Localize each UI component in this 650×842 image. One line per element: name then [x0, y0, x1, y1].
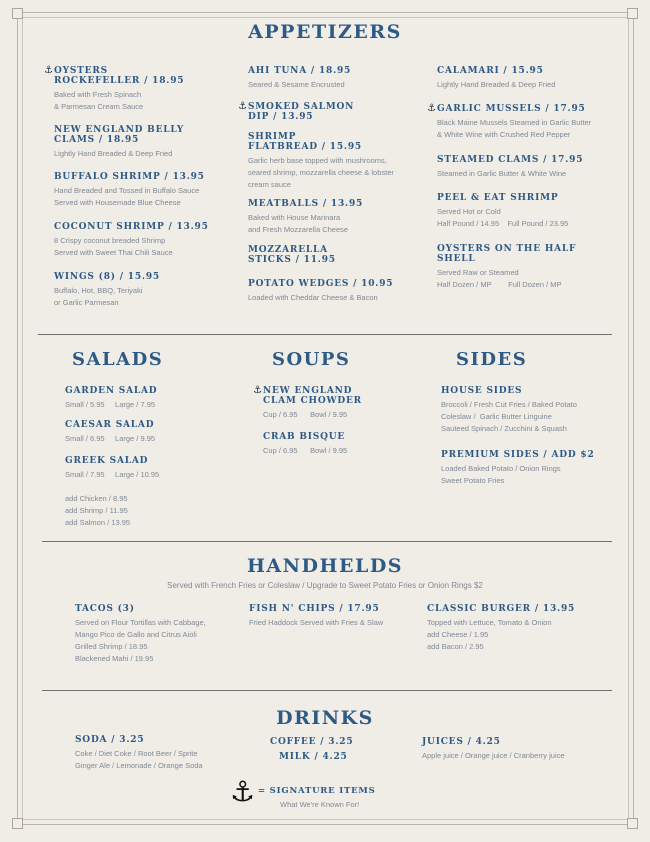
menu-item-calamari — [437, 66, 617, 91]
item-desc: Seared & Sesame Encrusted — [248, 80, 345, 89]
item-name: OYSTERS ON THE HALF SHELL — [437, 244, 577, 264]
corner-ornament — [12, 8, 23, 19]
item-desc: Small / 5.95 Large / 7.95 — [65, 400, 156, 409]
menu-item-peel-eat-shrimp — [437, 193, 617, 230]
appetizers-heading: APPETIZERS — [248, 21, 402, 43]
menu-item-mozzarella-sticks — [248, 245, 348, 265]
menu-item-classic-burger — [427, 604, 612, 653]
menu-item-garlic-mussels — [427, 103, 617, 141]
corner-ornament — [627, 818, 638, 829]
item-desc: Hand Breaded and Tossed in Buffalo Sauce — [54, 186, 200, 195]
menu-item-wings — [54, 272, 224, 309]
item-name: GARLIC MUSSELS / 17.95 — [437, 104, 586, 114]
item-desc: Black Maine Mussels Steamed in Garlic Butter — [437, 118, 592, 127]
item-desc: and Fresh Mozzarella Cheese — [248, 225, 349, 234]
menu-item-oysters-rockefeller — [44, 65, 194, 113]
item-name: CLASSIC BURGER / 13.95 — [427, 604, 576, 614]
corner-ornament — [627, 8, 638, 19]
item-desc: 8 Crispy coconut breaded Shrimp — [54, 236, 166, 245]
menu-item-crab-bisque — [263, 432, 393, 457]
item-name: MILK / 4.25 — [279, 752, 348, 762]
anchor-icon: ⚓ — [253, 385, 262, 396]
menu-item-tacos — [75, 604, 245, 665]
item-desc: Sauteed Spinach / Zucchini & Squash — [441, 424, 567, 433]
item-desc: Served Raw or Steamed — [437, 268, 519, 277]
menu-item-meatballs — [248, 199, 418, 236]
item-desc: Small / 7.95 Large / 10.95 — [65, 470, 160, 479]
corner-ornament — [12, 818, 23, 829]
item-name: FISH N' CHIPS / 17.95 — [249, 604, 380, 614]
item-name: PREMIUM SIDES / ADD $2 — [441, 450, 595, 460]
item-name: STEAMED CLAMS / 17.95 — [437, 155, 584, 165]
item-name: GARDEN SALAD — [65, 386, 158, 396]
item-desc: Served with Housemade Blue Cheese — [54, 198, 181, 207]
item-desc: Served on Flour Tortillas with Cabbage, — [75, 618, 206, 627]
item-desc: Half Pound / 14.95 Full Pound / 23.95 — [437, 219, 569, 228]
menu-item-juices — [422, 737, 602, 762]
menu-item-fish-chips — [249, 604, 419, 629]
item-desc: Half Dozen / MP Full Dozen / MP — [437, 280, 562, 289]
item-desc: Broccoli / Fresh Cut Fries / Baked Potato — [441, 400, 577, 409]
item-name: MOZZARELLA STICKS / 11.95 — [248, 245, 336, 265]
item-name: SODA / 3.25 — [75, 735, 145, 745]
menu-item-salmon-dip — [238, 101, 373, 122]
item-desc: Topped with Lettuce, Tomato & Onion — [427, 618, 552, 627]
item-name: POTATO WEDGES / 10.95 — [248, 279, 394, 289]
item-name: HOUSE SIDES — [441, 386, 523, 396]
salad-addons — [65, 493, 130, 529]
item-name: CAESAR SALAD — [65, 420, 155, 430]
item-desc: Cup / 6.95 Bowl / 9.95 — [263, 446, 348, 455]
item-desc: Ginger Ale / Lemonade / Orange Soda — [75, 761, 203, 770]
item-desc: Lightly Hand Breaded & Deep Fried — [54, 149, 173, 158]
item-name: WINGS (8) / 15.95 — [54, 272, 160, 282]
item-desc: add Cheese / 1.95 — [427, 630, 489, 639]
item-desc: Grilled Shrimp / 18.95 — [75, 642, 148, 651]
menu-item-soda — [75, 735, 235, 772]
signature-tagline: What We're Known For! — [280, 800, 360, 809]
salads-heading: SALADS — [72, 349, 164, 370]
item-desc: Fried Haddock Served with Fries & Slaw — [249, 618, 384, 627]
item-desc: Coleslaw / Garlic Butter Linguine — [441, 412, 552, 421]
signature-anchor-icon: ⚓ — [230, 775, 256, 808]
item-desc: Loaded Baked Potato / Onion Rings — [441, 464, 561, 473]
item-desc: Baked with Fresh Spinach — [54, 90, 142, 99]
item-name: MEATBALLS / 13.95 — [248, 199, 364, 209]
soups-heading: SOUPS — [272, 349, 351, 370]
item-desc: Coke / Diet Coke / Root Beer / Sprite — [75, 749, 198, 758]
item-name: TACOS (3) — [75, 604, 135, 614]
menu-item-buffalo-shrimp — [54, 172, 224, 209]
item-desc: Lightly Hand Breaded & Deep Fried — [437, 80, 556, 89]
item-name: CALAMARI / 15.95 — [437, 66, 544, 76]
anchor-icon: ⚓ — [44, 65, 53, 76]
menu-item-belly-clams — [54, 125, 194, 160]
menu-item-house-sides — [441, 386, 616, 435]
item-name: OYSTERS ROCKEFELLER / 18.95 — [54, 66, 185, 86]
item-desc: Baked with House Marinara — [248, 213, 341, 222]
item-desc: Small / 6.95 Large / 9.95 — [65, 434, 156, 443]
item-name: NEW ENGLAND BELLY CLAMS / 18.95 — [54, 125, 185, 145]
item-name: CRAB BISQUE — [263, 432, 346, 442]
anchor-icon: ⚓ — [238, 101, 247, 112]
item-desc: Blackened Mahi / 19.95 — [75, 654, 154, 663]
handhelds-subtitle: Served with French Fries or Coleslaw / Upgrade to Sweet Potato Fries or Onion Rings $2 — [167, 581, 483, 590]
item-desc: Served with Sweet Thai Chili Sauce — [54, 248, 173, 257]
item-name: GREEK SALAD — [65, 456, 149, 466]
item-name: PEEL & EAT SHRIMP — [437, 193, 559, 203]
menu-item-ahi-tuna — [248, 66, 418, 91]
item-name: SMOKED SALMON DIP / 13.95 — [248, 102, 355, 122]
item-desc: Garlic herb base topped with mushrooms, — [248, 156, 387, 165]
item-desc: cream sauce — [248, 180, 291, 189]
item-desc: Apple juice / Orange juice / Cranberry juice — [422, 751, 565, 760]
item-name: SHRIMP FLATBREAD / 15.95 — [248, 132, 362, 152]
menu-item-caesar-salad — [65, 420, 215, 445]
anchor-icon: ⚓ — [427, 103, 436, 114]
addon-line: add Shrimp / 11.95 — [65, 506, 128, 515]
item-name: COCONUT SHRIMP / 13.95 — [54, 222, 209, 232]
section-divider — [42, 690, 612, 691]
menu-item-steamed-clams — [437, 155, 617, 180]
menu-item-greek-salad — [65, 456, 215, 481]
menu-item-potato-wedges — [248, 279, 418, 304]
signature-legend: = SIGNATURE ITEMS — [258, 786, 376, 796]
menu-item-milk — [279, 752, 359, 762]
addon-line: add Salmon / 13.95 — [65, 518, 131, 527]
item-desc: & Parmesan Cream Sauce — [54, 102, 144, 111]
menu-item-oysters-half-shell — [437, 244, 587, 291]
item-desc: or Garlic Parmesan — [54, 298, 119, 307]
handhelds-heading: HANDHELDS — [246, 555, 404, 577]
item-desc: seared shrimp, mozzarella cheese & lobster — [248, 168, 394, 177]
menu-item-coffee — [270, 737, 360, 747]
item-desc: Served Hot or Cold — [437, 207, 501, 216]
menu-item-shrimp-flatbread — [248, 132, 418, 191]
item-desc: Mango Pico de Gallo and Citrus Aioli — [75, 630, 197, 639]
item-name: AHI TUNA / 18.95 — [248, 66, 352, 76]
item-desc: Sweet Potato Fries — [441, 476, 505, 485]
item-name: BUFFALO SHRIMP / 13.95 — [54, 172, 205, 182]
item-desc: add Bacon / 2.95 — [427, 642, 484, 651]
item-desc: Steamed in Garlic Butter & White Wine — [437, 169, 567, 178]
menu-item-coconut-shrimp — [54, 222, 224, 259]
item-desc: & White Wine with Crushed Red Pepper — [437, 130, 571, 139]
item-name: NEW ENGLAND CLAM CHOWDER — [263, 386, 362, 406]
menu-item-garden-salad — [65, 386, 215, 411]
menu-item-clam-chowder — [253, 385, 373, 421]
section-divider — [38, 334, 612, 335]
sides-heading: SIDES — [456, 349, 528, 370]
section-divider — [42, 541, 612, 542]
addon-line: add Chicken / 8.95 — [65, 494, 128, 503]
item-name: JUICES / 4.25 — [422, 737, 501, 747]
item-desc: Cup / 6.95 Bowl / 9.95 — [263, 410, 348, 419]
item-desc: Buffalo, Hot, BBQ, Teriyaki — [54, 286, 143, 295]
item-desc: Loaded with Cheddar Cheese & Bacon — [248, 293, 378, 302]
item-name: COFFEE / 3.25 — [270, 737, 354, 747]
menu-item-premium-sides — [441, 450, 616, 487]
drinks-heading: DRINKS — [276, 707, 374, 729]
